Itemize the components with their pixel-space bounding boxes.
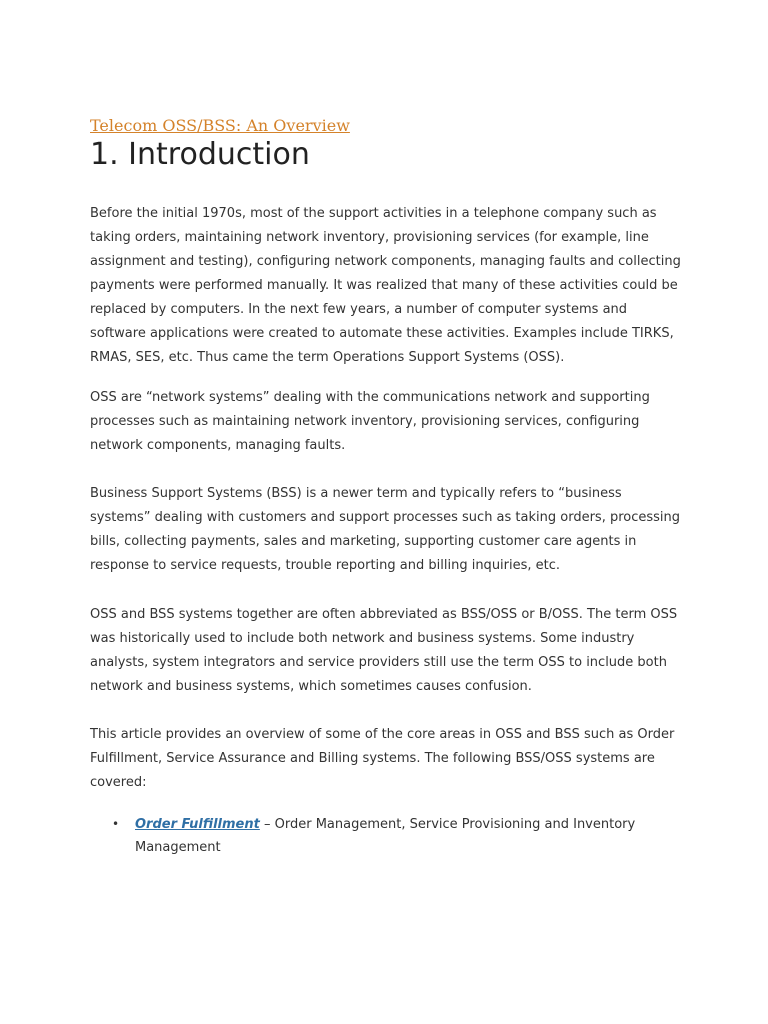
systems-list xyxy=(90,813,690,859)
bss-oss-paragraph: OSS and BSS systems together are often abbreviated as BSS/OSS or B/OSS. The term OSS was historically used to include both network and business systems. Some industry analysts, system integrators and service providers still use the term OSS to include both network and business systems, which sometimes causes confusion. xyxy=(90,607,678,694)
bullet-icon: • xyxy=(112,817,120,831)
list-item-text: – Order Management, Service Provisioning and Inventory Management xyxy=(135,817,636,855)
oss-paragraph: OSS are “network systems” dealing with the communications network and supporting processes such as maintaining network inventory, provisioning services, configuring network components, managing faults. xyxy=(90,390,650,453)
bss-paragraph: Business Support Systems (BSS) is a newer term and typically refers to “business systems” dealing with customers and support processes such as taking orders, processing bills, collecting payments, sales and marketing, supporting customer care agents in response to service requests, trouble reporting and billing inquiries, etc. xyxy=(90,486,681,573)
list-item xyxy=(90,813,690,859)
intro-paragraph: Before the initial 1970s, most of the support activities in a telephone company such as taking orders, maintaining network inventory, provisioning services (for example, line assignment and testing), configuring network components, managing faults and collecting payments were performed manually. It was realized that many of these activities could be replaced by computers. In the next few years, a number of computer systems and software applications were created to automate these activities. Examples include TIRKS, RMAS, SES, etc. Thus came the term Operations Support Systems (OSS). xyxy=(90,206,681,365)
document-title-link[interactable]: Telecom OSS/BSS: An Overview xyxy=(90,116,350,135)
overview-paragraph: This article provides an overview of some of the core areas in OSS and BSS such as Order Fulfillment, Service Assurance and Billing systems. The following BSS/OSS systems are covered: xyxy=(90,727,675,790)
page-title: 1. Introduction xyxy=(90,137,310,172)
order-fulfillment-link[interactable]: Order Fulfillment xyxy=(135,817,260,832)
